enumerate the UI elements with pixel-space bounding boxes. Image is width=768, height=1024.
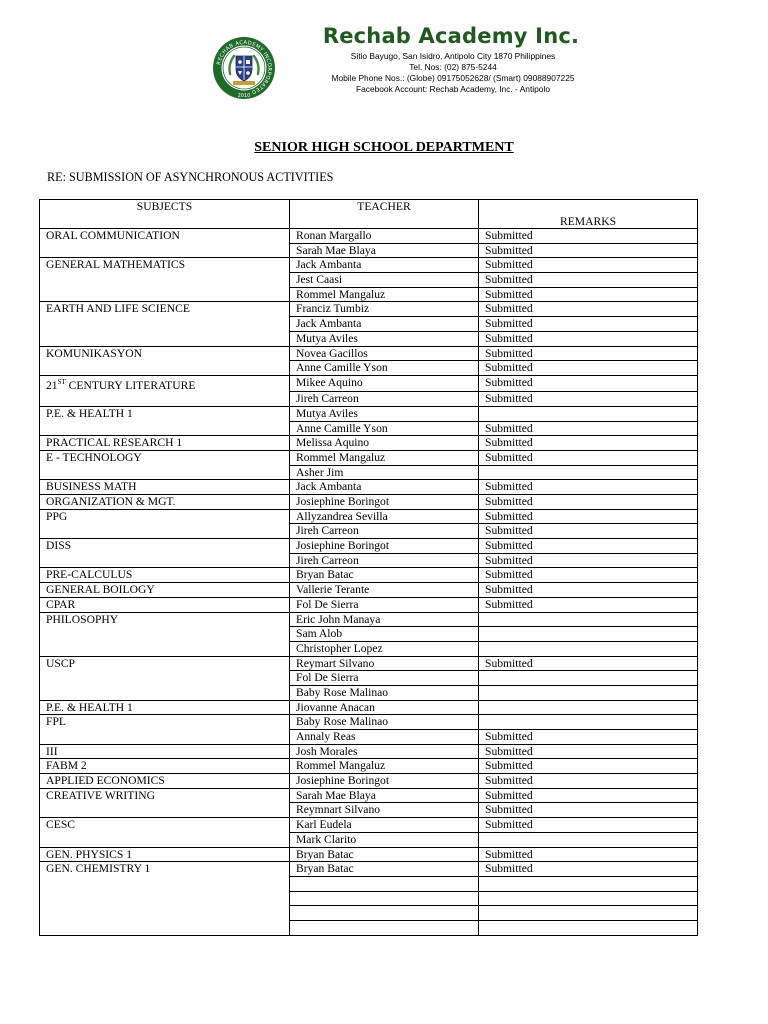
teacher-cell: Fol De Sierra bbox=[290, 671, 479, 686]
teacher-cell: Rommel Mangaluz bbox=[290, 759, 479, 774]
header-subjects: SUBJECTS bbox=[40, 200, 290, 229]
table-row bbox=[40, 450, 698, 465]
remarks-cell: Submitted bbox=[479, 346, 698, 361]
table-row bbox=[40, 891, 698, 906]
remarks-cell: Submitted bbox=[479, 317, 698, 332]
remarks-cell bbox=[479, 612, 698, 627]
subject-cell: PRACTICAL RESEARCH 1 bbox=[40, 436, 290, 451]
remarks-cell bbox=[479, 891, 698, 906]
teacher-cell: Novea Gacillos bbox=[290, 346, 479, 361]
remarks-cell bbox=[479, 876, 698, 891]
submission-table bbox=[39, 199, 698, 936]
table-row bbox=[40, 302, 698, 317]
subject-cell: FPL bbox=[40, 715, 290, 730]
subject-cell bbox=[40, 465, 290, 480]
subject-cell bbox=[40, 375, 290, 391]
teacher-cell: Karl Eudela bbox=[290, 818, 479, 833]
subject-cell bbox=[40, 273, 290, 288]
teacher-cell: Bryan Batac bbox=[290, 862, 479, 877]
teacher-cell: Reymnart Silvano bbox=[290, 803, 479, 818]
remarks-cell: Submitted bbox=[479, 862, 698, 877]
remarks-cell bbox=[479, 715, 698, 730]
subject-cell bbox=[40, 524, 290, 539]
subject-cell bbox=[40, 803, 290, 818]
remarks-cell: Submitted bbox=[479, 495, 698, 510]
subject-cell: APPLIED ECONOMICS bbox=[40, 774, 290, 789]
teacher-cell: Reymart Silvano bbox=[290, 656, 479, 671]
subject-cell bbox=[40, 361, 290, 376]
subject-cell: FABM 2 bbox=[40, 759, 290, 774]
teacher-cell: Rommel Mangaluz bbox=[290, 450, 479, 465]
teacher-cell: Josiephine Boringot bbox=[290, 539, 479, 554]
teacher-cell: Anne Camille Yson bbox=[290, 361, 479, 376]
subject-cell: BUSINESS MATH bbox=[40, 480, 290, 495]
subject-cell: III bbox=[40, 744, 290, 759]
logo-year: 2010 bbox=[237, 93, 251, 99]
subject-cell: CREATIVE WRITING bbox=[40, 788, 290, 803]
table-row bbox=[40, 539, 698, 554]
remarks-cell: Submitted bbox=[479, 730, 698, 745]
subject-cell: E - TECHNOLOGY bbox=[40, 450, 290, 465]
subject-cell: ORAL COMMUNICATION bbox=[40, 229, 290, 244]
table-row bbox=[40, 465, 698, 480]
table-row bbox=[40, 906, 698, 921]
subject-cell: GEN. PHYSICS 1 bbox=[40, 847, 290, 862]
table-row bbox=[40, 920, 698, 935]
remarks-cell: Submitted bbox=[479, 331, 698, 346]
table-row bbox=[40, 803, 698, 818]
subject-cell bbox=[40, 421, 290, 436]
school-name: Rechab Academy Inc. bbox=[322, 24, 580, 48]
table-row bbox=[40, 641, 698, 656]
remarks-cell: Submitted bbox=[479, 744, 698, 759]
subject-text-rest: CENTURY LITERATURE bbox=[65, 378, 196, 392]
subject-superscript: ST bbox=[57, 377, 66, 386]
teacher-cell: Christopher Lopez bbox=[290, 641, 479, 656]
table-row bbox=[40, 331, 698, 346]
subject-cell: CPAR bbox=[40, 597, 290, 612]
subject-cell: USCP bbox=[40, 656, 290, 671]
teacher-cell: Jireh Carreon bbox=[290, 392, 479, 407]
subject-cell bbox=[40, 920, 290, 935]
teacher-cell: Jack Ambanta bbox=[290, 317, 479, 332]
header-teacher: TEACHER bbox=[290, 200, 479, 229]
remarks-cell: Submitted bbox=[479, 375, 698, 391]
table-row bbox=[40, 287, 698, 302]
teacher-cell: Bryan Batac bbox=[290, 847, 479, 862]
table-row bbox=[40, 436, 698, 451]
table-row bbox=[40, 876, 698, 891]
table-row bbox=[40, 392, 698, 407]
table-row bbox=[40, 671, 698, 686]
table-row bbox=[40, 421, 698, 436]
teacher-cell: Melissa Aquino bbox=[290, 436, 479, 451]
subject-cell bbox=[40, 392, 290, 407]
remarks-cell: Submitted bbox=[479, 229, 698, 244]
subject-cell bbox=[40, 876, 290, 891]
remarks-cell: Submitted bbox=[479, 788, 698, 803]
subject-cell bbox=[40, 287, 290, 302]
teacher-cell: Ronan Margallo bbox=[290, 229, 479, 244]
teacher-cell: Mark Clarito bbox=[290, 832, 479, 847]
teacher-cell: Fol De Sierra bbox=[290, 597, 479, 612]
remarks-cell: Submitted bbox=[479, 656, 698, 671]
table-header-row bbox=[40, 200, 698, 229]
table-row bbox=[40, 375, 698, 391]
teacher-cell: Josh Morales bbox=[290, 744, 479, 759]
teacher-cell: Sam Alob bbox=[290, 627, 479, 642]
remarks-cell: Submitted bbox=[479, 361, 698, 376]
remarks-cell bbox=[479, 906, 698, 921]
table-row bbox=[40, 495, 698, 510]
table-row bbox=[40, 509, 698, 524]
remarks-cell: Submitted bbox=[479, 597, 698, 612]
table-body bbox=[40, 229, 698, 936]
remarks-cell: Submitted bbox=[479, 524, 698, 539]
teacher-cell: Rommel Mangaluz bbox=[290, 287, 479, 302]
table-row bbox=[40, 553, 698, 568]
table-row bbox=[40, 759, 698, 774]
subject-cell bbox=[40, 891, 290, 906]
table-row bbox=[40, 685, 698, 700]
subject-cell: ORGANIZATION & MGT. bbox=[40, 495, 290, 510]
table-row bbox=[40, 627, 698, 642]
table-row bbox=[40, 258, 698, 273]
subject-cell bbox=[40, 906, 290, 921]
remarks-cell: Submitted bbox=[479, 450, 698, 465]
teacher-cell: Mutya Aviles bbox=[290, 331, 479, 346]
table-row bbox=[40, 583, 698, 598]
subject-cell: PPG bbox=[40, 509, 290, 524]
table-row bbox=[40, 656, 698, 671]
remarks-cell: Submitted bbox=[479, 480, 698, 495]
table-row bbox=[40, 832, 698, 847]
teacher-cell: Mikee Aquino bbox=[290, 375, 479, 391]
remarks-cell: Submitted bbox=[479, 287, 698, 302]
remarks-cell: Submitted bbox=[479, 392, 698, 407]
remarks-cell: Submitted bbox=[479, 847, 698, 862]
remarks-cell: Submitted bbox=[479, 258, 698, 273]
teacher-cell: Jiovanne Anacan bbox=[290, 700, 479, 715]
table-row bbox=[40, 317, 698, 332]
teacher-cell: Josiephine Boringot bbox=[290, 774, 479, 789]
teacher-cell bbox=[290, 906, 479, 921]
teacher-cell: Allyzandrea Sevilla bbox=[290, 509, 479, 524]
remarks-cell bbox=[479, 920, 698, 935]
table-row bbox=[40, 524, 698, 539]
remarks-cell: Submitted bbox=[479, 774, 698, 789]
logo-ring-text: RECHAB ACADEMY INCORPORATED bbox=[216, 39, 273, 95]
subject-cell: GEN. CHEMISTRY 1 bbox=[40, 862, 290, 877]
subject-cell bbox=[40, 641, 290, 656]
table-row bbox=[40, 361, 698, 376]
table-row bbox=[40, 243, 698, 258]
subject-cell: GENERAL MATHEMATICS bbox=[40, 258, 290, 273]
remarks-cell: Submitted bbox=[479, 803, 698, 818]
remarks-cell bbox=[479, 671, 698, 686]
table-row bbox=[40, 715, 698, 730]
teacher-cell: Franciz Tumbiz bbox=[290, 302, 479, 317]
remarks-cell bbox=[479, 685, 698, 700]
table-row bbox=[40, 568, 698, 583]
subject-cell: PHILOSOPHY bbox=[40, 612, 290, 627]
remarks-cell: Submitted bbox=[479, 421, 698, 436]
table-row bbox=[40, 406, 698, 421]
school-logo bbox=[212, 36, 276, 100]
teacher-cell: Jireh Carreon bbox=[290, 553, 479, 568]
remarks-cell: Submitted bbox=[479, 302, 698, 317]
remarks-cell: Submitted bbox=[479, 553, 698, 568]
facebook-line: Facebook Account: Rechab Academy, Inc. - Antipolo bbox=[356, 84, 550, 94]
subject-cell: P.E. & HEALTH 1 bbox=[40, 406, 290, 421]
subject-cell: P.E. & HEALTH 1 bbox=[40, 700, 290, 715]
remarks-cell: Submitted bbox=[479, 818, 698, 833]
subject-cell bbox=[40, 243, 290, 258]
remarks-cell: Submitted bbox=[479, 568, 698, 583]
subject-line: RE: SUBMISSION OF ASYNCHRONOUS ACTIVITIES bbox=[47, 170, 334, 184]
mobile-line: Mobile Phone Nos.: (Globe) 09175052628/ (Smart) 09088907225 bbox=[331, 73, 575, 83]
subject-cell: PRE-CALCULUS bbox=[40, 568, 290, 583]
teacher-cell: Baby Rose Malinao bbox=[290, 715, 479, 730]
teacher-cell: Eric John Manaya bbox=[290, 612, 479, 627]
table-row bbox=[40, 597, 698, 612]
remarks-cell: Submitted bbox=[479, 539, 698, 554]
table-row bbox=[40, 229, 698, 244]
subject-cell bbox=[40, 317, 290, 332]
remarks-cell bbox=[479, 832, 698, 847]
subject-cell: CESC bbox=[40, 818, 290, 833]
subject-cell: GENERAL BOILOGY bbox=[40, 583, 290, 598]
remarks-cell: Submitted bbox=[479, 509, 698, 524]
teacher-cell bbox=[290, 876, 479, 891]
teacher-cell bbox=[290, 891, 479, 906]
table-row bbox=[40, 847, 698, 862]
subject-cell: EARTH AND LIFE SCIENCE bbox=[40, 302, 290, 317]
table-row bbox=[40, 612, 698, 627]
subject-cell bbox=[40, 331, 290, 346]
header-remarks: REMARKS bbox=[479, 200, 698, 229]
remarks-cell: Submitted bbox=[479, 273, 698, 288]
table-row bbox=[40, 346, 698, 361]
subject-cell bbox=[40, 671, 290, 686]
table-row bbox=[40, 788, 698, 803]
teacher-cell: Asher Jim bbox=[290, 465, 479, 480]
teacher-cell: Sarah Mae Blaya bbox=[290, 788, 479, 803]
remarks-cell: Submitted bbox=[479, 436, 698, 451]
remarks-cell: Submitted bbox=[479, 243, 698, 258]
subject-cell bbox=[40, 553, 290, 568]
remarks-cell bbox=[479, 700, 698, 715]
teacher-cell: Jack Ambanta bbox=[290, 258, 479, 273]
remarks-cell: Submitted bbox=[479, 759, 698, 774]
remarks-cell bbox=[479, 465, 698, 480]
subject-cell bbox=[40, 685, 290, 700]
teacher-cell: Mutya Aviles bbox=[290, 406, 479, 421]
teacher-cell: Josiephine Boringot bbox=[290, 495, 479, 510]
teacher-cell: Anne Camille Yson bbox=[290, 421, 479, 436]
table-row bbox=[40, 700, 698, 715]
subject-cell bbox=[40, 730, 290, 745]
remarks-cell: Submitted bbox=[479, 583, 698, 598]
remarks-cell bbox=[479, 641, 698, 656]
teacher-cell: Jest Caasi bbox=[290, 273, 479, 288]
subject-cell bbox=[40, 627, 290, 642]
remarks-cell bbox=[479, 627, 698, 642]
subject-cell: KOMUNIKASYON bbox=[40, 346, 290, 361]
table-row bbox=[40, 862, 698, 877]
table-row bbox=[40, 818, 698, 833]
subject-cell: DISS bbox=[40, 539, 290, 554]
phone-line: Tel. Nos: (02) 875-5244 bbox=[409, 62, 497, 72]
teacher-cell: Jireh Carreon bbox=[290, 524, 479, 539]
subject-cell bbox=[40, 832, 290, 847]
teacher-cell: Bryan Batac bbox=[290, 568, 479, 583]
teacher-cell: Baby Rose Malinao bbox=[290, 685, 479, 700]
teacher-cell bbox=[290, 920, 479, 935]
table-row bbox=[40, 730, 698, 745]
teacher-cell: Jack Ambanta bbox=[290, 480, 479, 495]
teacher-cell: Annaly Reas bbox=[290, 730, 479, 745]
table-row bbox=[40, 273, 698, 288]
subject-text: 21 bbox=[46, 378, 58, 392]
teacher-cell: Sarah Mae Blaya bbox=[290, 243, 479, 258]
table-row bbox=[40, 480, 698, 495]
remarks-cell bbox=[479, 406, 698, 421]
teacher-cell: Vallerie Terante bbox=[290, 583, 479, 598]
department-title: SENIOR HIGH SCHOOL DEPARTMENT bbox=[254, 140, 514, 155]
table-row bbox=[40, 774, 698, 789]
address-line: Sitio Bayugo, San Isidro, Antipolo City 1870 Philippines bbox=[350, 51, 556, 61]
table-row bbox=[40, 744, 698, 759]
